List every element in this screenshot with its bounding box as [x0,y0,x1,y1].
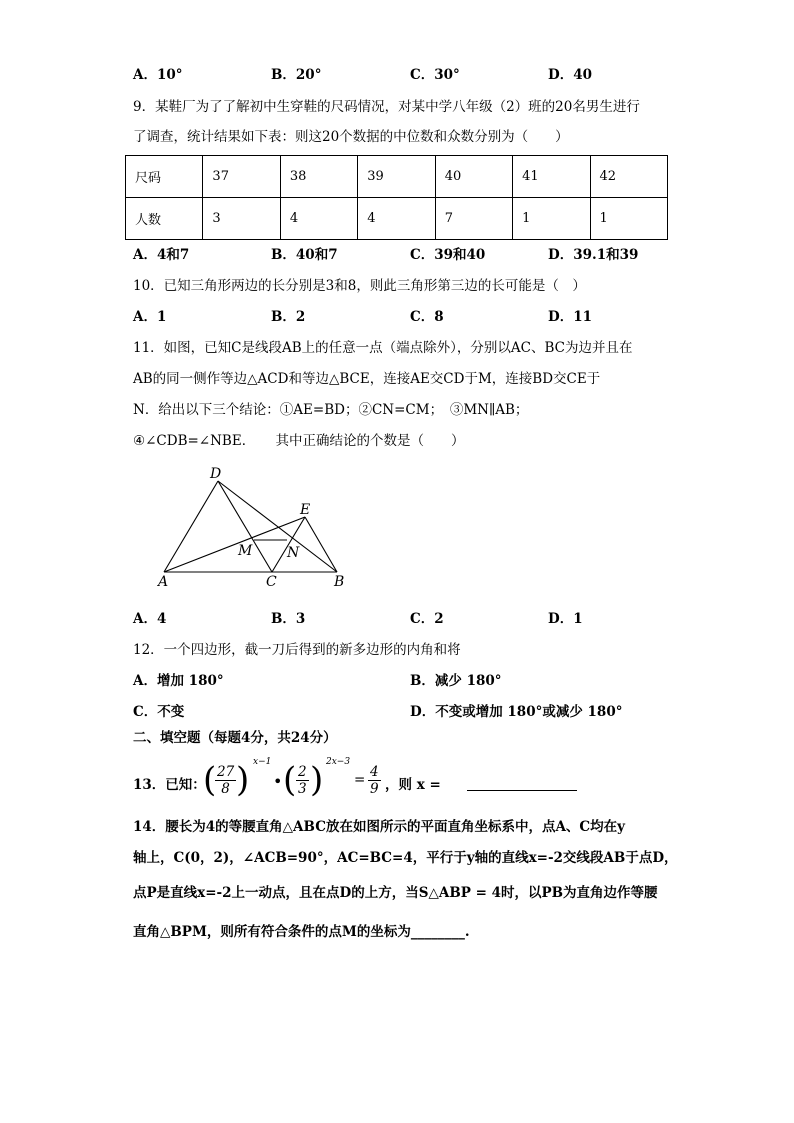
q13-exponent-2: 2x−3 [326,757,351,767]
q11-option-d: D．1 [548,611,583,627]
q9-stem-line2: 了调查，统计结果如下表：则这20个数据的中位数和众数分别为（ ） [133,129,569,145]
segment-eb [305,517,337,572]
table-cell: 42 [590,156,667,198]
q11-stem-line4: ④∠CDB=∠NBE． 其中正确结论的个数是（ ） [133,433,465,449]
table-row-size [126,156,668,198]
paren-close: ) [310,760,324,800]
q8-option-a: A．10° [133,67,183,83]
q8-option-b: B．20° [271,67,322,83]
q9-data-table [125,155,668,240]
label-c: C [266,574,277,590]
paren-open: ( [283,760,297,800]
q13-fraction-3: $\frac{4}{9}$ [370,764,379,797]
q11-option-b: B．3 [271,611,306,627]
q13-suffix: ，则 x = [385,777,441,793]
q13-answer-blank [467,773,577,791]
q13-fraction-2: $\frac{2}{3}$ [298,764,307,797]
q9-option-c: C．39和40 [410,247,486,263]
q13-equation [133,757,593,804]
q11-option-a: A．4 [133,611,167,627]
q11-geometry-figure [150,462,360,592]
segment-ae [164,517,305,572]
table-cell: 4 [280,198,357,240]
segment-bd [218,481,337,572]
q13-prefix: 13．已知： [133,777,206,793]
q12-option-a: A．增加 180° [133,673,224,689]
q10-stem: 10．已知三角形两边的长分别是3和8，则此三角形第三边的长可能是（ ） [133,278,586,294]
q13-exponent-1: x−1 [253,757,272,767]
q12-stem: 12．一个四边形，截一刀后得到的新多边形的内角和将 [133,642,461,658]
q13-fraction-1: $\frac{27}{8}$ [217,764,235,797]
q10-option-d: D．11 [548,309,592,325]
label-m: M [238,543,253,559]
table-cell: 37 [203,156,280,198]
segment-ad [164,481,218,572]
q11-stem-line3: N．给出以下三个结论：①AE=BD；②CN=CM； ③MN∥AB； [133,402,529,418]
table-cell: 41 [513,156,590,198]
q8-option-d: D．40 [548,67,592,83]
q9-option-b: B．40和7 [271,247,338,263]
q12-option-b: B．减少 180° [410,673,502,689]
q10-option-b: B．2 [271,309,306,325]
paren-close: ) [236,760,250,800]
table-cell: 尺码 [126,156,203,198]
q10-option-a: A．1 [133,309,167,325]
table-cell: 7 [435,198,512,240]
table-cell: 40 [435,156,512,198]
table-cell: 39 [358,156,435,198]
q13-equals: = [354,772,366,788]
q14-stem-line2: 轴上，C(0，2)，∠ACB=90°，AC=BC=4，平行于y轴的直线x=-2交线段AB于点D， [133,850,678,866]
q12-option-d: D．不变或增加 180°或减少 180° [410,704,623,720]
q10-option-c: C．8 [410,309,444,325]
q9-option-a: A．4和7 [133,247,190,263]
label-b: B [334,574,345,590]
q9-option-d: D．39.1和39 [548,247,639,263]
table-row-count [126,198,668,240]
q12-option-c: C．不变 [133,704,185,720]
label-e: E [300,502,311,518]
table-cell: 人数 [126,198,203,240]
q11-stem-line2: AB的同一侧作等边△ACD和等边△BCE，连接AE交CD于M，连接BD交CE于 [133,371,601,387]
label-a: A [158,574,169,590]
section-title: 二、填空题（每题4分，共24分） [133,730,337,746]
table-cell: 3 [203,198,280,240]
q14-stem-line3: 点P是直线x=-2上一动点，且在点D的上方，当S△ABP = 4时，以PB为直角边作等腰 [133,885,658,901]
q8-option-c: C．30° [410,67,460,83]
label-n: N [287,545,300,561]
table-cell: 4 [358,198,435,240]
q14-stem-line1: 14．腰长为4的等腰直角△ABC放在如图所示的平面直角坐标系中，点A、C均在y [133,819,626,835]
q11-stem-line1: 11．如图，已知C是线段AB上的任意一点（端点除外），分别以AC、BC为边并且在 [133,340,633,356]
paren-open: ( [203,760,217,800]
q9-stem-line1: 9．某鞋厂为了了解初中生穿鞋的尺码情况，对某中学八年级（2）班的20名男生进行 [133,99,640,115]
label-d: D [210,466,222,482]
q11-option-c: C．2 [410,611,444,627]
table-cell: 1 [513,198,590,240]
table-cell: 38 [280,156,357,198]
q13-dot: • [273,772,283,791]
q14-stem-line4: 直角△BPM，则所有符合条件的点M的坐标为________. [133,924,470,940]
table-cell: 1 [590,198,667,240]
